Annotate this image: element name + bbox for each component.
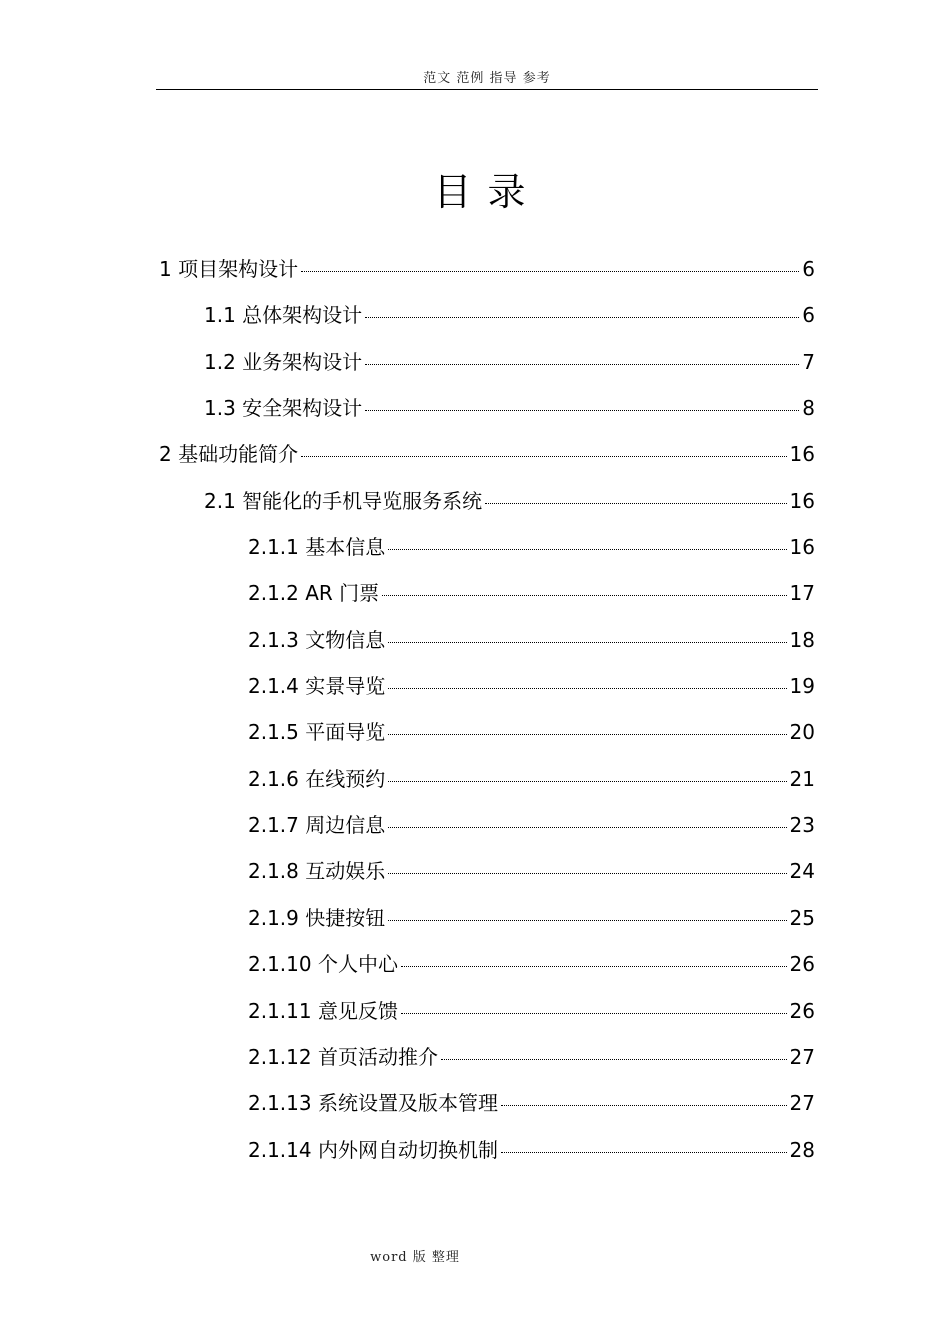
toc-entry[interactable] [0, 571, 815, 617]
toc-entry-label: 2.1.1 基本信息 [248, 535, 386, 560]
toc-entry[interactable] [0, 1081, 815, 1127]
toc-entry-label: 2.1 智能化的手机导览服务系统 [204, 488, 483, 513]
toc-page-number: 18 [789, 627, 815, 652]
toc-dot-leader [388, 549, 786, 550]
toc-entry[interactable] [0, 525, 815, 571]
toc-dot-leader [388, 642, 786, 643]
toc-entry-label: 2.1.10 个人中心 [248, 952, 398, 977]
toc-entry[interactable] [0, 989, 815, 1035]
toc-dot-leader [485, 503, 786, 504]
toc-page-number: 21 [789, 766, 815, 791]
toc-dot-leader [388, 781, 786, 782]
toc-entry-label: 1 项目架构设计 [159, 257, 299, 281]
toc-page-number: 28 [789, 1137, 815, 1162]
toc-page-number: 24 [789, 859, 815, 884]
toc-page-number: 7 [802, 349, 815, 374]
toc-entry-label: 2.1.5 平面导览 [248, 720, 386, 745]
page-footer: word 版 整理 [370, 1250, 460, 1265]
toc-title: 目录 [433, 170, 542, 215]
toc-entry[interactable] [0, 293, 815, 339]
toc-entry-label: 2.1.9 快捷按钮 [248, 905, 386, 930]
toc-entry-label: 2 基础功能简介 [159, 442, 299, 467]
toc-entry-label: 2.1.6 在线预约 [248, 766, 386, 791]
toc-page-number: 16 [789, 488, 815, 513]
toc-entry-label: 1.3 安全架构设计 [204, 396, 363, 421]
toc-entry[interactable] [0, 803, 815, 849]
toc-entry[interactable] [0, 479, 815, 525]
toc-page-number: 23 [789, 813, 815, 838]
toc-dot-leader [365, 410, 799, 411]
toc-dot-leader [301, 271, 799, 272]
toc-entry[interactable] [0, 618, 815, 664]
toc-page-number: 27 [789, 1091, 815, 1116]
toc-dot-leader [382, 595, 786, 596]
toc-dot-leader [401, 1013, 787, 1014]
toc-entry[interactable] [0, 896, 815, 942]
toc-entry[interactable] [0, 386, 815, 432]
toc-entry[interactable] [0, 664, 815, 710]
toc-entry-label: 2.1.4 实景导览 [248, 674, 386, 699]
table-of-contents [0, 247, 950, 1174]
toc-entry-label: 2.1.14 内外网自动切换机制 [248, 1137, 498, 1162]
toc-dot-leader [501, 1152, 787, 1153]
toc-entry[interactable] [0, 340, 815, 386]
toc-dot-leader [388, 827, 786, 828]
toc-entry-label: 2.1.7 周边信息 [248, 813, 386, 838]
toc-dot-leader [441, 1059, 787, 1060]
toc-dot-leader [365, 364, 799, 365]
toc-entry-label: 2.1.13 系统设置及版本管理 [248, 1091, 498, 1116]
toc-dot-leader [388, 873, 786, 874]
toc-dot-leader [501, 1105, 787, 1106]
toc-page-number: 25 [789, 905, 815, 930]
toc-entry-label: 2.1.3 文物信息 [248, 627, 386, 652]
page-header: 范文 范例 指导 参考 [156, 70, 818, 90]
toc-entry-label: 2.1.2 AR 门票 [248, 581, 380, 606]
toc-dot-leader [365, 317, 799, 318]
toc-page-number: 16 [789, 535, 815, 560]
toc-entry[interactable] [0, 757, 815, 803]
toc-page-number: 8 [802, 396, 815, 421]
toc-page-number: 19 [789, 674, 815, 699]
toc-page-number: 16 [789, 442, 815, 467]
toc-entry[interactable] [0, 1035, 815, 1081]
toc-entry-label: 2.1.8 互动娱乐 [248, 859, 386, 884]
toc-dot-leader [401, 966, 787, 967]
toc-page-number: 6 [802, 257, 815, 281]
toc-entry-label: 2.1.12 首页活动推介 [248, 1044, 438, 1069]
toc-entry-label: 1.2 业务架构设计 [204, 349, 363, 374]
toc-dot-leader [388, 920, 786, 921]
toc-entry-label: 2.1.11 意见反馈 [248, 998, 398, 1023]
toc-entry[interactable] [0, 849, 815, 895]
toc-entry[interactable] [0, 1128, 815, 1174]
toc-dot-leader [388, 734, 786, 735]
toc-entry[interactable] [0, 432, 815, 478]
toc-page-number: 17 [789, 581, 815, 606]
toc-entry[interactable] [0, 710, 815, 756]
toc-entry-label: 1.1 总体架构设计 [204, 303, 363, 328]
toc-page-number: 27 [789, 1044, 815, 1069]
toc-dot-leader [388, 688, 786, 689]
toc-entry[interactable] [0, 247, 815, 293]
toc-page-number: 20 [789, 720, 815, 745]
toc-dot-leader [301, 456, 786, 457]
toc-entry[interactable] [0, 942, 815, 988]
toc-page-number: 26 [789, 952, 815, 977]
toc-page-number: 26 [789, 998, 815, 1023]
toc-page-number: 6 [802, 303, 815, 328]
